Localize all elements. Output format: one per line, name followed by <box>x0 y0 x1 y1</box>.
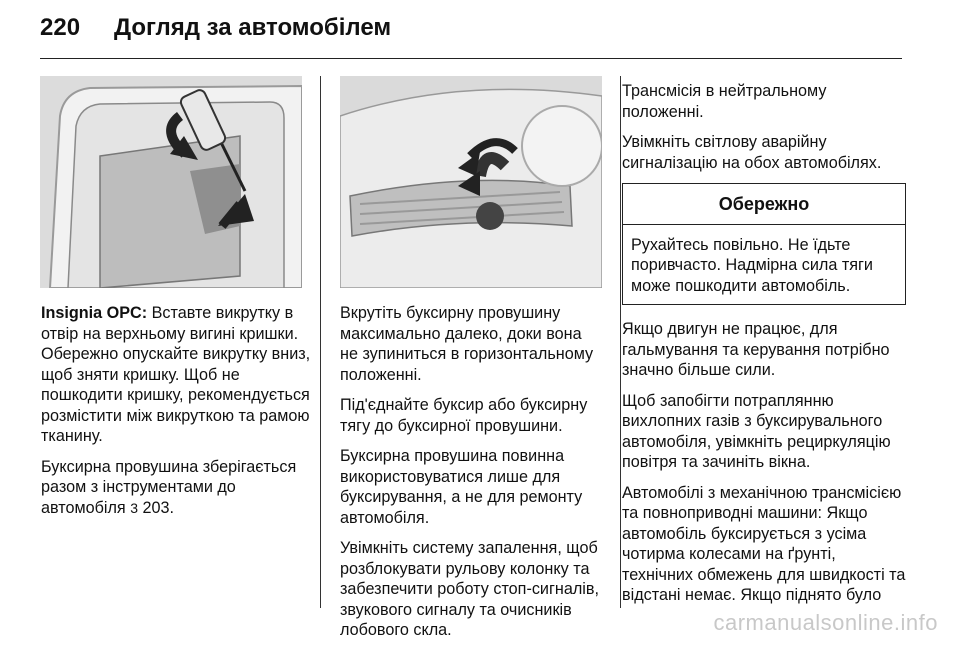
lead-bold: Insignia OPC: <box>41 304 148 322</box>
paragraph: Якщо двигун не працює, для гальмування та керування потрібно значно більше сили. <box>622 320 890 379</box>
paragraph: Увімкніть світлову аварійну сигналізацію на обох автомобілях. <box>622 133 882 172</box>
caution-box <box>622 183 906 305</box>
p2-text: Буксирна провушина зберігається разом з інструментами до автомобіля <box>41 457 297 517</box>
page-ref-arrow-icon: 3 <box>130 499 138 516</box>
paragraph: Трансмісія в нейтральному положенні. <box>622 82 827 121</box>
figure-tow-eye <box>340 76 602 288</box>
caution-title: Обережно <box>623 184 905 225</box>
header-rule <box>40 58 902 59</box>
column-3 <box>622 81 906 616</box>
paragraph: Буксирна провушина повинна використовуватися лише для буксирування, а не для ремонту автомобіля. <box>340 447 583 527</box>
column-2 <box>340 303 602 651</box>
figure-remove-cover <box>40 76 302 288</box>
paragraph: Вкрутіть буксирну провушину максимально далеко, доки вона не зупиниться в горизонтальному положенні. <box>340 304 594 384</box>
page-header <box>40 14 391 54</box>
page-title: Догляд за автомобілем <box>114 14 392 41</box>
column-1 <box>41 303 313 528</box>
paragraph-insignia-opc <box>41 303 313 447</box>
column-divider-2 <box>620 76 621 608</box>
paragraph: Щоб запобігти потраплянню вихлопних газів з буксирувального автомобіля, увімкніть рециркуляцію повітря та зачиніть вікна. <box>622 391 891 471</box>
page-ref-link[interactable]: 203. <box>142 498 175 517</box>
paragraph: Увімкніть систему запалення, щоб розблокувати рульову колонку та забезпечити роботу стоп-сигналів, звукового сигналу та очисників лобового скла. <box>340 539 599 639</box>
watermark: carmanualsonline.info <box>713 610 938 635</box>
paragraph: Автомобілі з механічною трансмісією та повноприводні машини: Якщо автомобіль буксирується з усіма чотирма колесами на ґрунті, технічних обмежень для швидкості та відстані немає. Якщо піднято було <box>622 483 906 604</box>
paragraph: Під'єднайте буксир або буксирну тягу до буксирної провушини. <box>340 396 588 435</box>
paragraph-tow-eye-storage <box>41 457 313 519</box>
illustration-tow-eye-bumper <box>340 76 602 288</box>
lead-text: Вставте викрутку в отвір на верхньому вигині кришки. Обережно опускайте викрутку вниз, щоб зняти кришку. Щоб не пошкодити кришку, рекомендується розмістити між викруткою та рамою тканину. <box>41 304 311 445</box>
illustration-screwdriver-cover <box>40 76 302 288</box>
caution-body: Рухайтесь повільно. Не їдьте поривчасто. Надмірна сила тяги може пошкодити автомобіль. <box>631 235 873 295</box>
page-number: 220 <box>40 14 81 41</box>
column-divider-1 <box>320 76 321 608</box>
